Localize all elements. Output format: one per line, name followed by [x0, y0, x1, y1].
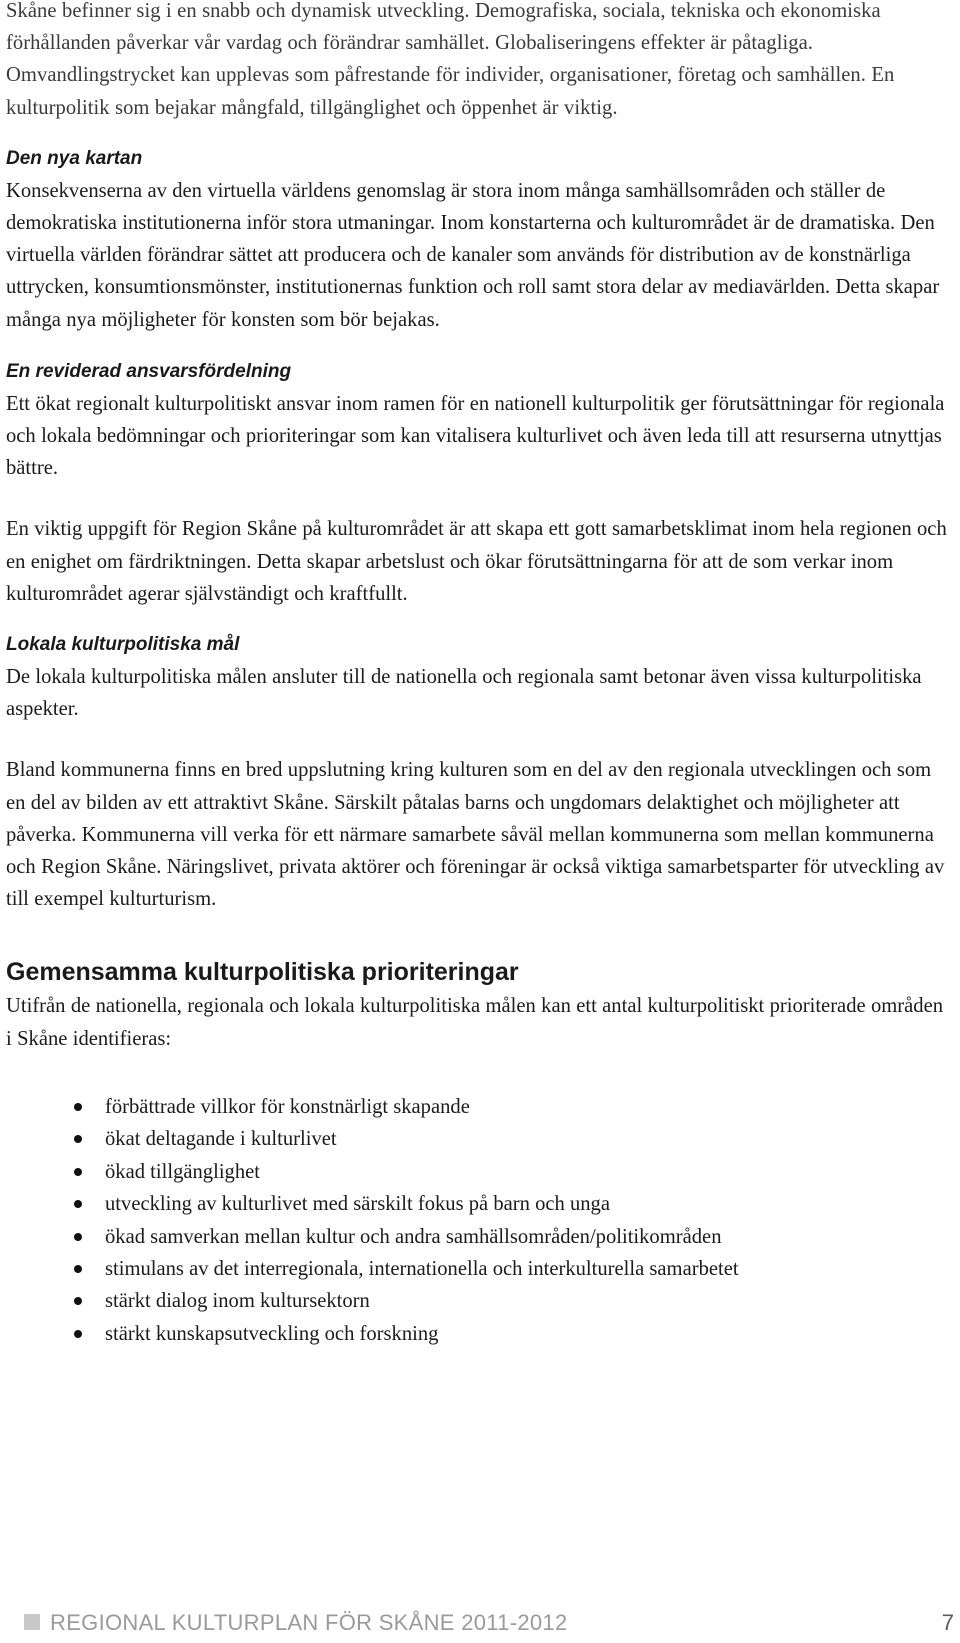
- list-item-text: förbättrade villkor för konstnärligt skapande: [105, 1095, 470, 1118]
- bullet-icon: [74, 1233, 82, 1241]
- list-item-text: stimulans av det interregionala, internationella och interkulturella samarbetet: [105, 1257, 739, 1280]
- bullet-icon: [74, 1330, 82, 1338]
- list-item: [6, 1156, 954, 1188]
- list-item: [6, 1221, 954, 1253]
- list-item-text: ökad tillgänglighet: [105, 1160, 260, 1183]
- paragraph-lokala-mal-1: De lokala kulturpolitiska målen ansluter till de nationella och regionala samt betonar även vissa kulturpolitiska aspekter.: [6, 666, 922, 721]
- paragraph-den-nya-kartan: Konsekvenserna av den virtuella världens genomslag är stora inom många samhällsområden och ställer de demokratiska institutionerna inför stora utmaningar. Inom konstarterna och kulturområdet är de dramatiska. Den virtuella världen förändrar sättet att producera och de kanaler som används för distribution av de konstnärliga uttrycken, konsumtionsmönster, institutionernas funktion och roll samt stora delar av mediavärlden. Detta skapar många nya möjligheter för konsten som bör bejakas.: [6, 179, 940, 331]
- paragraph-ansvarsfordelning-2: En viktig uppgift för Region Skåne på kulturområdet är att skapa ett gott samarbetsklimat inom hela regionen och en enighet om färdriktningen. Detta skapar arbetslust och ökar förutsättningarna för att de som verkar inom kulturområdet agerar självständigt och kraftfullt.: [6, 518, 947, 605]
- list-item: [6, 1253, 954, 1285]
- list-item-text: stärkt kunskapsutveckling och forskning: [105, 1322, 439, 1345]
- list-item-text: ökad samverkan mellan kultur och andra samhällsområden/politikområden: [105, 1225, 722, 1248]
- paragraph-lokala-mal-2: Bland kommunerna finns en bred uppslutning kring kulturen som en del av den regionala utvecklingen och som en del av bilden av ett attraktivt Skåne. Särskilt påtalas barns och ungdomars delaktighet och möjligheter att påverka. Kommunerna vill verka för ett närmare samarbete såväl mellan kommunerna som mellan kommunerna och Region Skåne. Näringslivet, privata aktörer och föreningar är också viktiga samarbetsparter för utveckling av till exempel kulturturism.: [6, 759, 945, 911]
- intro-paragraph: Skåne befinner sig i en snabb och dynamisk utveckling. Demografiska, sociala, tekniska och ekonomiska förhållanden påverkar vår vardag och förändrar samhället. Globaliseringens effekter är påtagliga. Omvandlingstrycket kan upplevas som påfrestande för individer, organisationer, företag och samhällen. En kulturpolitik som bejakar mångfald, tillgänglighet och öppenhet är viktig.: [6, 0, 895, 119]
- page-number: 7: [941, 1610, 954, 1635]
- footer-square-icon: [24, 1614, 40, 1630]
- bullet-icon: [74, 1265, 82, 1273]
- bullet-icon: [74, 1135, 82, 1143]
- list-item: [6, 1285, 954, 1317]
- heading-prioriteringar: Gemensamma kulturpolitiska prioriteringar: [6, 958, 519, 987]
- footer-title: REGIONAL KULTURPLAN FÖR SKÅNE 2011-2012: [50, 1610, 568, 1635]
- heading-den-nya-kartan: Den nya kartan: [6, 147, 143, 169]
- list-item: [6, 1318, 954, 1350]
- paragraph-ansvarsfordelning-1: Ett ökat regionalt kulturpolitiskt ansvar inom ramen för en nationell kulturpolitik ger förutsättningar för regionala och lokala bedömningar och prioriteringar som kan vitalisera kulturlivet och även leda till att resurserna utnyttjas bättre.: [6, 392, 945, 480]
- bullet-icon: [74, 1200, 82, 1208]
- list-item: [6, 1123, 954, 1155]
- heading-ansvarsfordelning: En reviderad ansvarsfördelning: [6, 360, 292, 382]
- list-item-text: ökat deltagande i kulturlivet: [105, 1128, 337, 1151]
- document-page: [6, 0, 954, 1350]
- list-item-text: utveckling av kulturlivet med särskilt fokus på barn och unga: [105, 1193, 610, 1216]
- list-item: [6, 1091, 954, 1123]
- bullet-icon: [74, 1297, 82, 1305]
- list-item: [6, 1188, 954, 1220]
- bullet-icon: [74, 1168, 82, 1176]
- heading-lokala-mal: Lokala kulturpolitiska mål: [6, 634, 240, 656]
- bullet-icon: [74, 1103, 82, 1111]
- priority-list: [6, 1091, 954, 1350]
- list-item-text: stärkt dialog inom kultursektorn: [105, 1290, 370, 1313]
- page-footer: [24, 1608, 954, 1638]
- paragraph-prioriteringar: Utifrån de nationella, regionala och lokala kulturpolitiska målen kan ett antal kulturpolitiskt prioriterade områden i Skåne identifieras:: [6, 995, 944, 1050]
